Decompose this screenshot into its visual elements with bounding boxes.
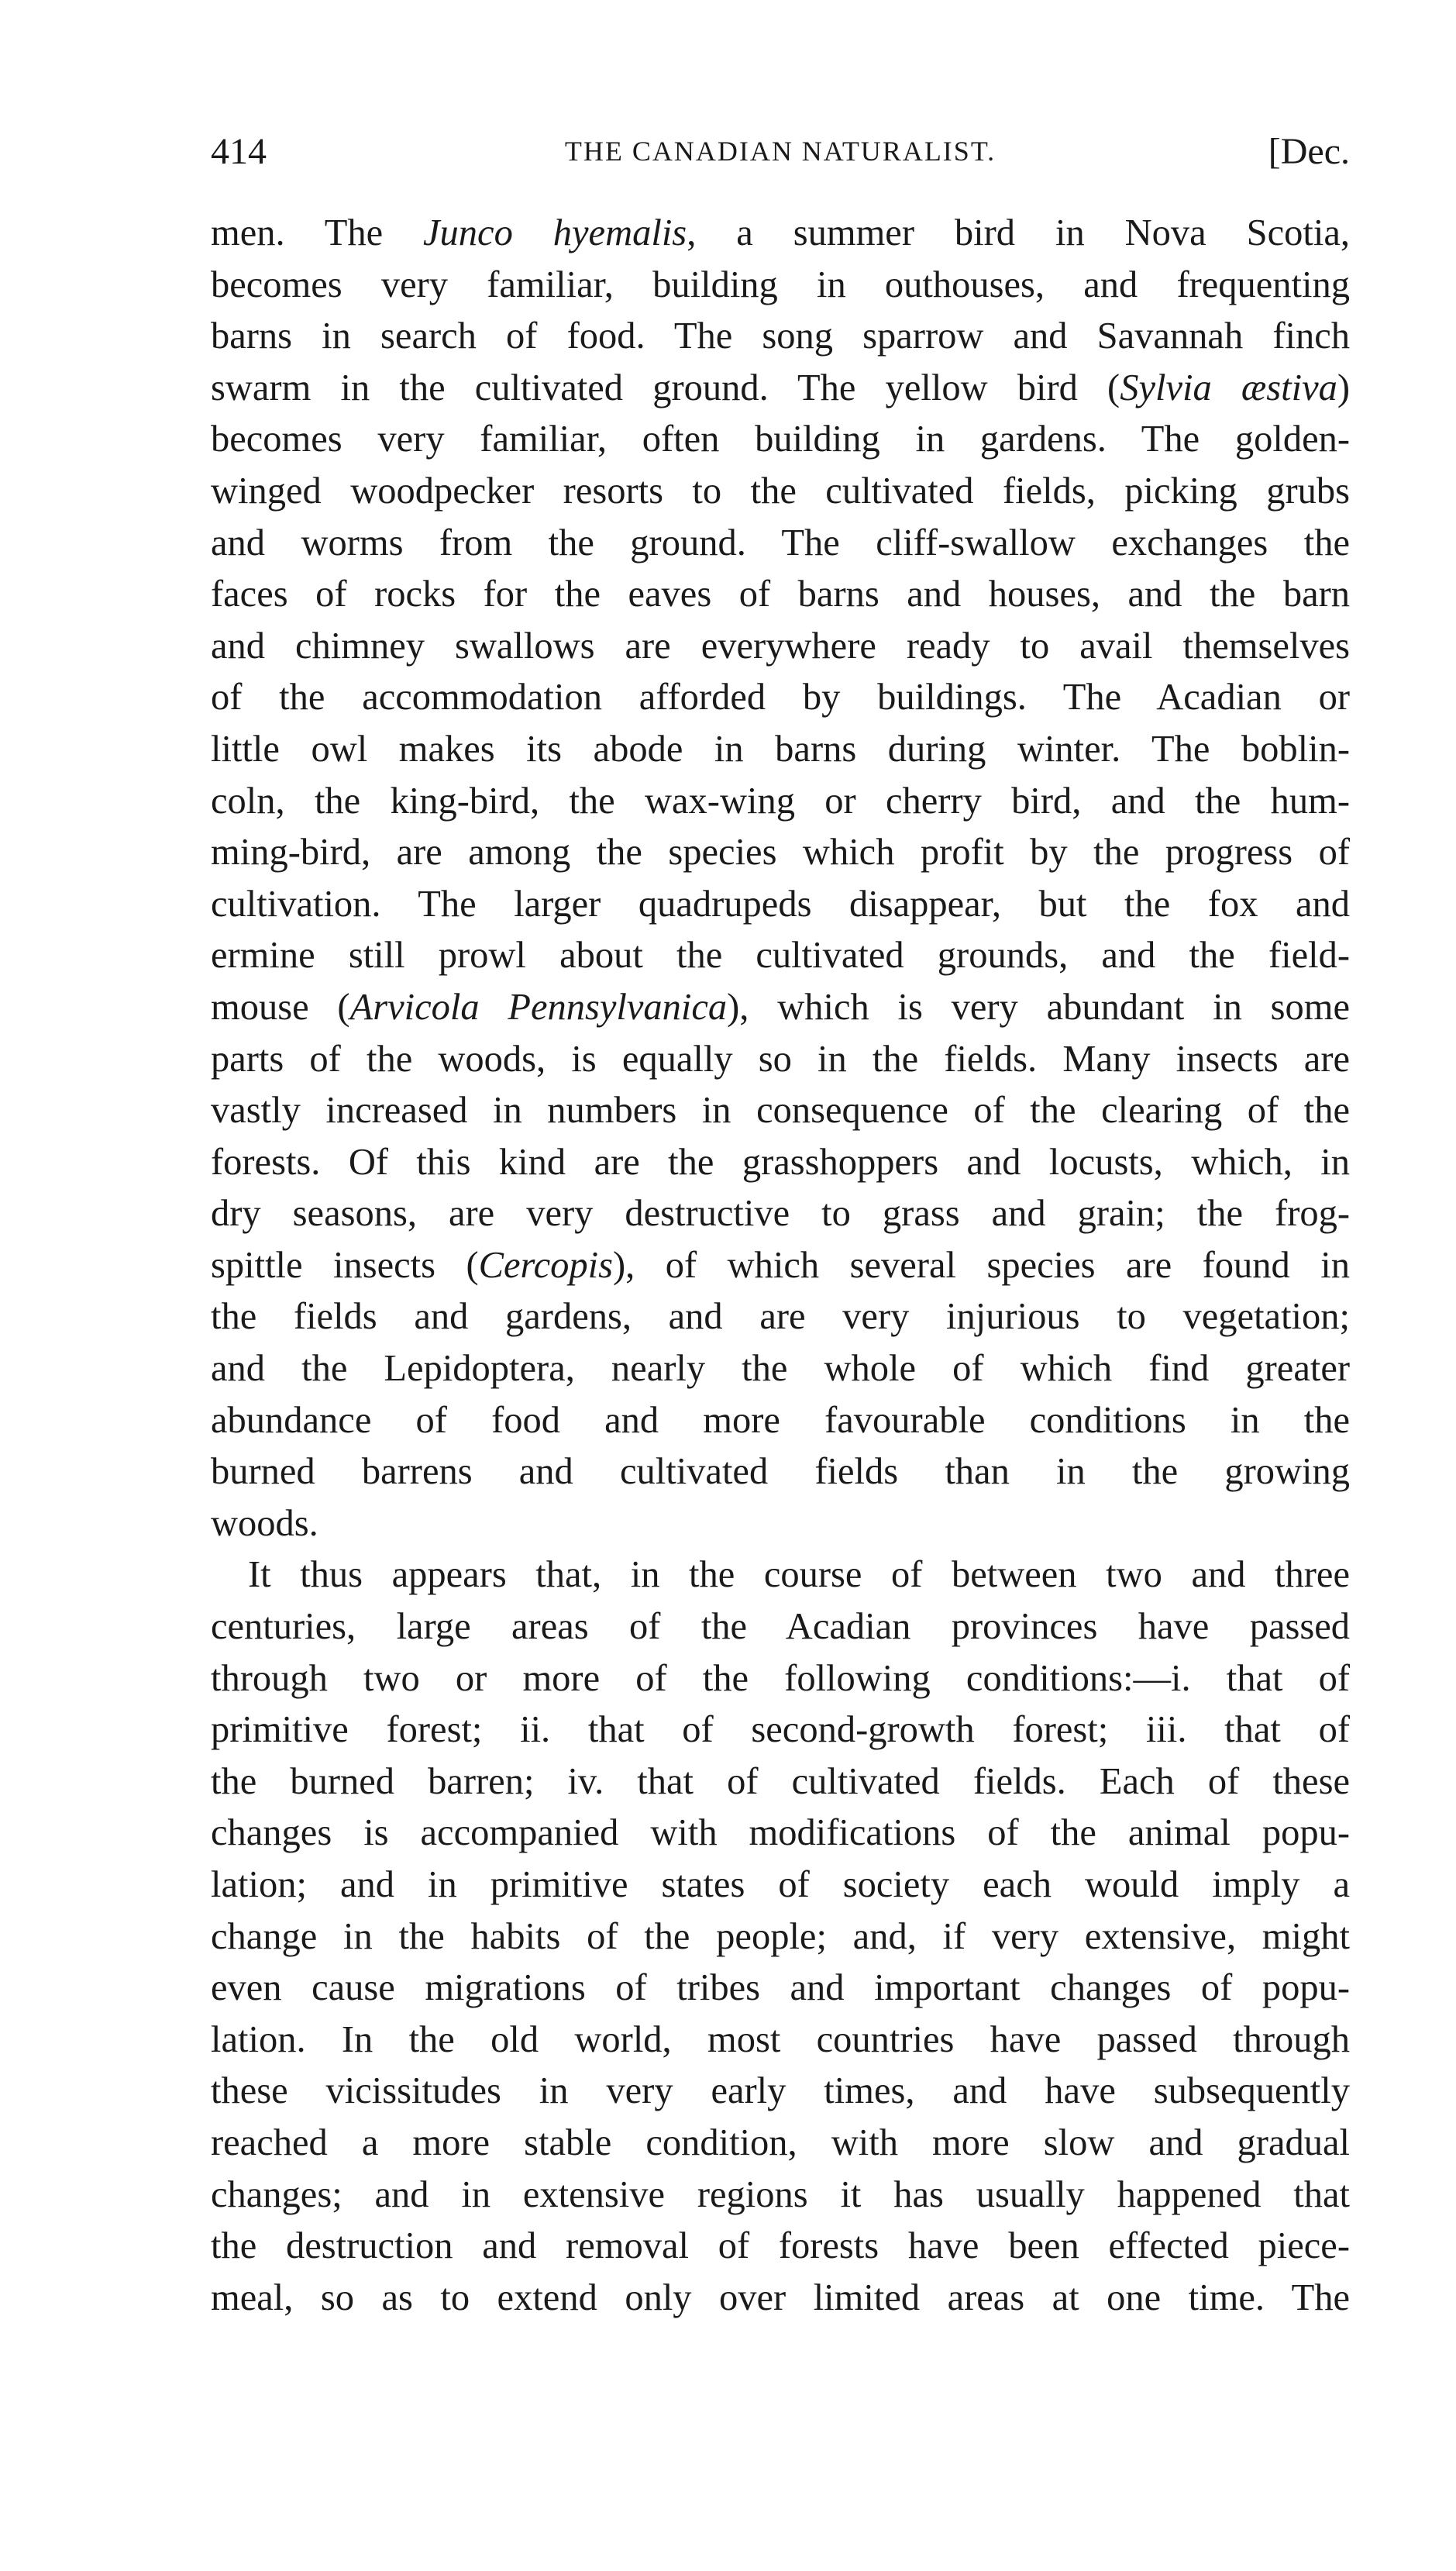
- text-line: ming-bird, are among the species which profit by the progress of: [211, 832, 1350, 874]
- text-line: change in the habits of the people; and, if very extensive, might: [211, 1915, 1350, 1957]
- text-line: parts of the woods, is equally so in the fields. Many insects are: [211, 1038, 1350, 1080]
- text-line: forests. Of this kind are the grasshoppers and locusts, which, in: [211, 1141, 1350, 1183]
- text-line: reached a more stable condition, with more slow and gradual: [211, 2121, 1350, 2163]
- section-mark: [Dec.: [1268, 131, 1350, 172]
- text-line: cultivation. The larger quadrupeds disappear, but the fox and: [211, 883, 1350, 925]
- running-head: THE CANADIAN NATURALIST.: [564, 136, 996, 167]
- text-line: changes is accompanied with modifications of the animal popu-: [211, 1812, 1350, 1854]
- page-header: [211, 130, 1350, 192]
- text-line: changes; and in extensive regions it has usually happened that: [211, 2173, 1350, 2215]
- text-line: lation. In the old world, most countries have passed through: [211, 2018, 1350, 2060]
- text-line: faces of rocks for the eaves of barns and houses, and the barn: [211, 574, 1350, 615]
- text-line: meal, so as to extend only over limited areas at one time. The: [211, 2276, 1350, 2318]
- text-line: even cause migrations of tribes and important changes of popu-: [211, 1967, 1350, 2009]
- text-line: becomes very familiar, often building in gardens. The golden-: [211, 419, 1350, 460]
- text-line: vastly increased in numbers in consequence of the clearing of the: [211, 1090, 1350, 1132]
- text-line: and chimney swallows are everywhere ready to avail themselves: [211, 625, 1350, 667]
- page-number: 414: [211, 131, 267, 172]
- text-line: and the Lepidoptera, nearly the whole of which find greater: [211, 1348, 1350, 1390]
- text-line: winged woodpecker resorts to the cultivated fields, picking grubs: [211, 470, 1350, 512]
- text-line: swarm in the cultivated ground. The yellow bird (Sylvia æstiva): [211, 367, 1350, 408]
- text-line: primitive forest; ii. that of second-growth forest; iii. that of: [211, 1709, 1350, 1751]
- text-line: woods.: [211, 1502, 318, 1544]
- text-line: spittle insects (Cercopis), of which several species are found in: [211, 1244, 1351, 1286]
- text-line: the burned barren; iv. that of cultivated fields. Each of these: [211, 1760, 1350, 1802]
- italic-term: Arvicola Pennsylvanica: [349, 986, 728, 1028]
- text-line: mouse (Arvicola Pennsylvanica), which is very abundant in some: [211, 986, 1351, 1028]
- text-line: men. The Junco hyemalis, a summer bird in Nova Scotia,: [211, 212, 1350, 253]
- paragraph: [211, 1549, 1350, 2324]
- italic-term: Cercopis: [478, 1244, 613, 1286]
- italic-term: Junco hyemalis: [423, 212, 687, 253]
- text-line: these vicissitudes in very early times, and have subsequently: [211, 2070, 1350, 2112]
- text-line: lation; and in primitive states of society each would imply a: [211, 1864, 1350, 1905]
- text-line: becomes very familiar, building in outhouses, and frequenting: [211, 264, 1350, 305]
- italic-term: Sylvia æstiva: [1120, 367, 1337, 408]
- text-line: and worms from the ground. The cliff-swallow exchanges the: [211, 522, 1350, 563]
- text-line: centuries, large areas of the Acadian provinces have passed: [211, 1606, 1350, 1648]
- text-line: coln, the king-bird, the wax-wing or cherry bird, and the hum-: [211, 780, 1350, 822]
- body-text: [211, 208, 1350, 2324]
- text-line: of the accommodation afforded by buildings. The Acadian or: [211, 677, 1350, 719]
- text-line: barns in search of food. The song sparrow and Savannah finch: [211, 315, 1350, 357]
- text-line: abundance of food and more favourable conditions in the: [211, 1399, 1350, 1441]
- text-line: It thus appears that, in the course of between two and three: [248, 1554, 1350, 1596]
- paragraph: [211, 208, 1350, 1549]
- text-line: little owl makes its abode in barns during winter. The boblin-: [211, 728, 1350, 770]
- text-line: through two or more of the following conditions:—i. that of: [211, 1657, 1350, 1699]
- text-line: the destruction and removal of forests have been effected piece-: [211, 2225, 1350, 2267]
- text-line: the fields and gardens, and are very injurious to vegetation;: [211, 1296, 1350, 1338]
- text-line: dry seasons, are very destructive to grass and grain; the frog-: [211, 1193, 1350, 1235]
- text-line: ermine still prowl about the cultivated grounds, and the field-: [211, 935, 1350, 977]
- text-line: burned barrens and cultivated fields than in the growing: [211, 1451, 1350, 1493]
